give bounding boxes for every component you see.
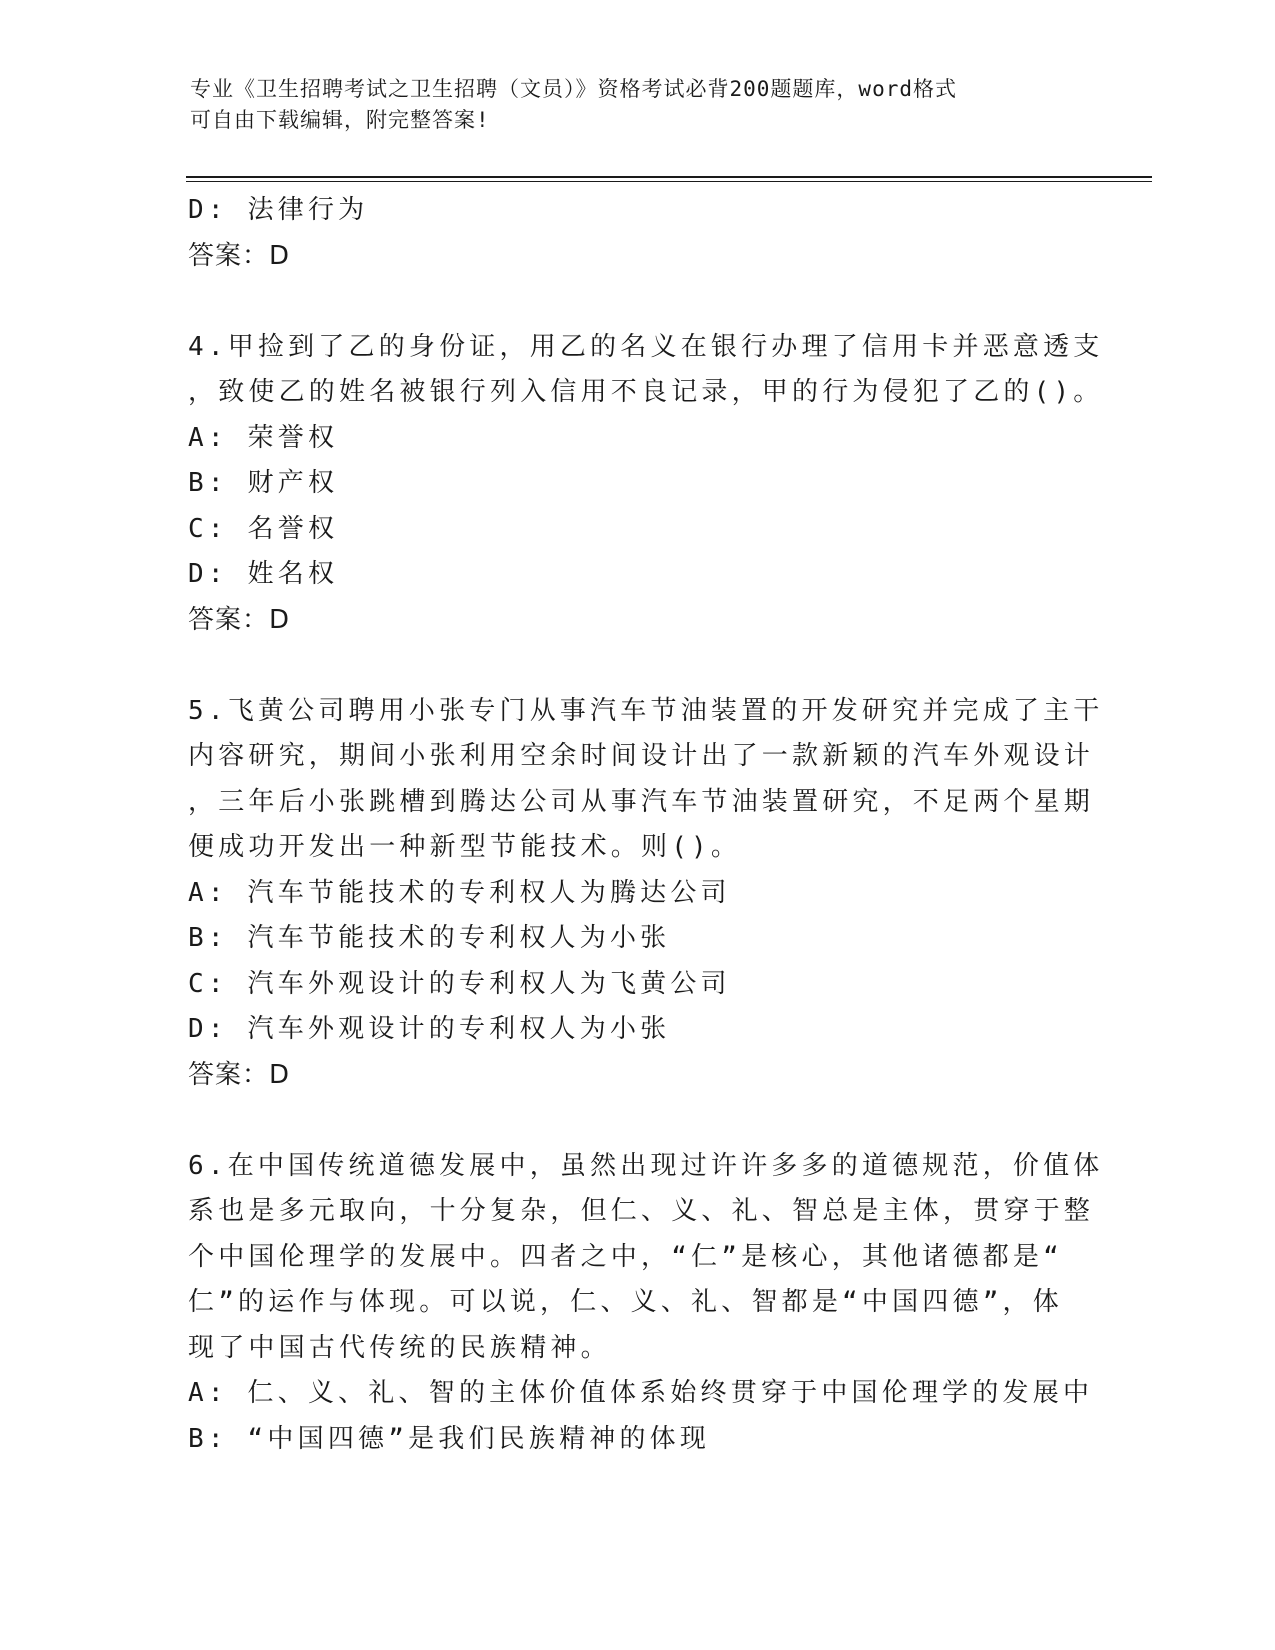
header-line-2: 可自由下载编辑，附完整答案! (190, 108, 490, 132)
question-4-option-c: C: 名誉权 (188, 513, 339, 544)
question-6-option-a: A: 仁、义、礼、智的主体价值体系始终贯穿于中国伦理学的发展中 (188, 1378, 1094, 1408)
question-5-stem-line-2: 内容研究，期间小张利用空余时间设计出了一款新颖的汽车外观设计 (188, 741, 1095, 771)
spacer (188, 1098, 1068, 1144)
question-4-answer: 答案：D (188, 604, 291, 635)
question-6-stem-line-3: 个中国伦理学的发展中。四者之中，“仁”是核心，其他诸德都是“ (188, 1241, 1063, 1272)
question-5-answer: 答案：D (188, 1059, 291, 1090)
spacer (188, 279, 1068, 325)
question-4-stem-line-1: 4.甲捡到了乙的身份证，用乙的名义在银行办理了信用卡并恶意透支 (188, 331, 1104, 362)
question-4-option-b: B: 财产权 (188, 468, 339, 498)
document-header (190, 74, 1070, 136)
question-5 (188, 689, 1104, 1099)
question-5-option-a: A: 汽车节能技术的专利权人为腾达公司 (188, 877, 731, 908)
prev-question-answer: 答案：D (188, 240, 291, 271)
header-divider-thin (186, 181, 1152, 182)
question-4-option-a: A: 荣誉权 (188, 422, 339, 453)
question-6-stem-line-4: 仁”的运作与体现。可以说，仁、义、礼、智都是“中国四德”，体 (188, 1287, 1063, 1317)
question-6 (188, 1144, 1104, 1463)
question-4 (188, 325, 1104, 644)
question-5-option-d: D: 汽车外观设计的专利权人为小张 (188, 1014, 671, 1044)
header-divider-thick (186, 176, 1152, 178)
document-body (188, 188, 1104, 1462)
question-4-stem-line-2: ，致使乙的姓名被银行列入信用不良记录，甲的行为侵犯了乙的()。 (188, 377, 1104, 407)
question-5-stem-line-4: 便成功开发出一种新型节能技术。则()。 (188, 832, 742, 862)
header-line-1: 专业《卫生招聘考试之卫生招聘（文员）》资格考试必背200题题库，word格式 (190, 77, 957, 101)
question-6-stem-line-5: 现了中国古代传统的民族精神。 (188, 1332, 611, 1363)
question-5-option-b: B: 汽车节能技术的专利权人为小张 (188, 923, 671, 953)
question-4-option-d: D: 姓名权 (188, 559, 339, 589)
question-6-option-b: B: “中国四德”是我们民族精神的体现 (188, 1423, 711, 1454)
spacer (188, 643, 1068, 689)
question-5-stem-line-3: ，三年后小张跳槽到腾达公司从事汽车节油装置研究，不足两个星期 (188, 786, 1095, 817)
question-5-stem-line-1: 5.飞黄公司聘用小张专门从事汽车节油装置的开发研究并完成了主干 (188, 695, 1104, 726)
prev-question-option-d: D: 法律行为 (188, 195, 369, 225)
question-6-stem-line-1: 6.在中国传统道德发展中，虽然出现过许许多多的道德规范，价值体 (188, 1150, 1104, 1181)
question-5-option-c: C: 汽车外观设计的专利权人为飞黄公司 (188, 968, 731, 999)
question-6-stem-line-2: 系也是多元取向，十分复杂，但仁、义、礼、智总是主体，贯穿于整 (188, 1196, 1095, 1226)
